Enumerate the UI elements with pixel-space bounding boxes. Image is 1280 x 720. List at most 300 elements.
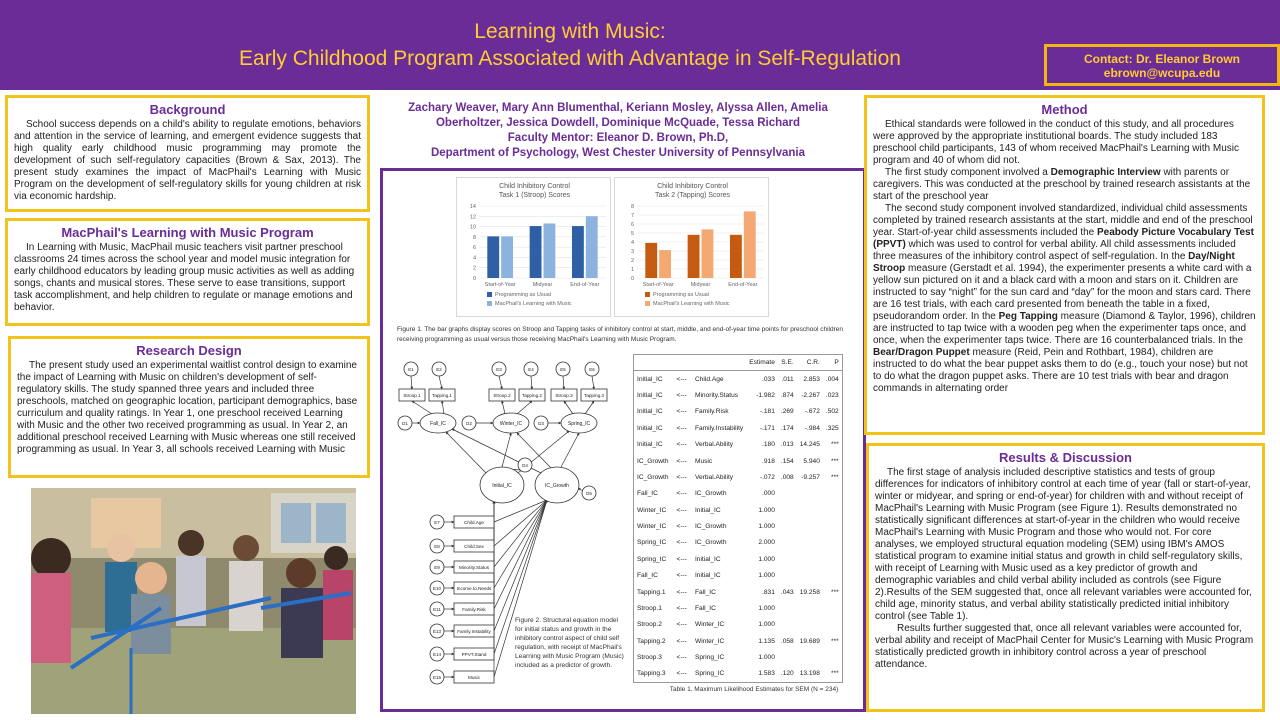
table-cell: Fall_IC xyxy=(637,490,658,498)
table-row xyxy=(634,387,843,403)
sem-node-label: Fall_IC xyxy=(430,421,446,427)
table-cell: Winter_IC xyxy=(694,621,725,629)
sem-node-label: E14 xyxy=(432,652,442,657)
method-p3-text-5: measure (Reid, Pein and Rothbart, 1984), children are instructed to do what the bear puppet asks them to do (e.g., touch your nose) but not to do what the dragon puppet asks. There are 10 test trials with bear and dragon commands in alternating order xyxy=(873,347,1248,394)
method-p2-text-2: with parents or caregivers. This was conducted at the preschool by trained research assistants at the start of the preschool year xyxy=(873,167,1251,202)
table-cell xyxy=(797,617,823,633)
method-demographic-interview: Demographic Interview xyxy=(1050,167,1161,178)
table-cell: Stroop.3 xyxy=(637,654,662,662)
sem-path xyxy=(411,376,412,389)
table-cell: Child.Age xyxy=(694,375,724,383)
background-text: School success depends on a child's ability to regulate emotions, behaviors and attention in the service of learning, and emergent evidence suggests that high quality early childhood music programming may promote the development of such self-regulatory capacities (Brown & Sax, 2013). The present study examines the impact of MacPhail's Learning with Music Program on the development of self-regulatory skills for young children at risk via economic hardship. xyxy=(14,119,361,202)
table-cell: .502 xyxy=(825,408,839,416)
sem-node-label: E5 xyxy=(560,367,566,372)
table-row xyxy=(634,633,843,649)
sem-path xyxy=(494,500,547,567)
y-tick-label: 3 xyxy=(630,249,634,255)
method-ppvt: Peabody Picture Vocabulary Test (PPVT) xyxy=(873,227,1254,250)
sem-node-label: E4 xyxy=(528,367,534,372)
sem-node-label: E10 xyxy=(432,586,442,591)
sem-path xyxy=(563,376,564,389)
table-cell: 2.000 xyxy=(758,539,775,547)
table-cell: <--- xyxy=(676,457,687,465)
sem-node-label: E1 xyxy=(408,367,414,372)
results-p1: The first stage of analysis included descriptive statistics and tests of group differences for indicators of inhibitory control at each time of year (fall or start-of-year, winter or midyear, and spring or end-of-year) for children with and without receipt of MacPhail's Learning with Music Program (see Figure 1). Results demonstrated no statistically significant differences at start-of-year in the children who would receive MacPhail's Learning with Music Program and those who would not. For core analyses, we employed structural equation modeling (SEM) using IBM's AMOS statistical program to examine initial status and growth in child self-regulatory skills, with receipt of Learning with Music used as a key predictor of growth and demographic variables and child verbal ability included as controls (see Figure 2).Results of the SEM suggested that, once all relevant variables were accounted for, child age, minority status, and verbal ability statistically predicted initial inhibitory control (see Table 1). xyxy=(875,467,1252,622)
sem-path xyxy=(494,500,547,588)
legend-label: Programming as Usual xyxy=(653,292,709,298)
table-cell: <--- xyxy=(676,441,687,449)
chart-title-line: Child Inhibitory Control xyxy=(657,183,728,190)
legend-label: MacPhail's Learning with Music xyxy=(653,301,730,307)
method-p2-text: The first study component involved a xyxy=(885,167,1051,178)
figures-panel xyxy=(380,168,866,712)
legend-swatch xyxy=(487,292,492,297)
table-cell xyxy=(823,518,842,534)
y-tick-label: 10 xyxy=(469,224,476,231)
sem-node-label: Stroop.1 xyxy=(403,393,421,398)
figure2-caption: Figure 2. Structural equation model for initial status and growth in the inhibitory control aspect of child self regulation, with receipt of MacPhail's Learning with Music Program (Music) included as a predictor of growth. xyxy=(515,617,624,669)
table-cell: 19.689 xyxy=(799,637,820,645)
sem-node-label: Income.to.Needs xyxy=(456,586,492,591)
sem-node-label: D2 xyxy=(466,421,472,426)
table-cell xyxy=(778,617,797,633)
method-peg-tapping: Peg Tapping xyxy=(998,311,1058,322)
table-cell: IC_Growth xyxy=(694,523,727,531)
table-cell xyxy=(797,502,823,518)
method-p3-text: The second study component involved standardized, individual child assessments completed by trained research assistants at the start, middle and end of the preschool year. Start-of-year child assessments included the xyxy=(873,203,1253,238)
sem-node-label: Minority.Status xyxy=(458,565,490,570)
legend-swatch xyxy=(487,301,492,306)
table-cell: <--- xyxy=(676,375,687,383)
table-cell: 14.245 xyxy=(799,441,820,449)
table-cell: <--- xyxy=(676,637,687,645)
table-cell: .008 xyxy=(780,473,794,481)
chart-title-line: Task 1 (Stroop) Scores xyxy=(498,192,571,199)
sem-node-label: D5 xyxy=(586,491,592,496)
col-p: P xyxy=(823,355,842,371)
table-cell: Fall_IC xyxy=(637,572,658,580)
y-tick-label: 0 xyxy=(630,276,634,282)
stroop-chart-svg xyxy=(457,178,612,318)
table-cell: Spring_IC xyxy=(694,670,725,678)
department: Department of Psychology, West Chester University of Pennsylvania xyxy=(430,147,806,159)
bar xyxy=(487,236,499,278)
y-tick-label: 4 xyxy=(472,255,476,262)
table-row xyxy=(634,518,843,534)
table-cell: 1.000 xyxy=(758,654,775,662)
table-cell: Initial_IC xyxy=(637,441,663,449)
table-cell: Spring_IC xyxy=(637,539,667,547)
bar xyxy=(744,211,756,278)
table-row xyxy=(634,371,843,387)
col-cr: C.R. xyxy=(797,355,823,371)
table-cell: IC_Growth xyxy=(694,490,727,498)
table-row xyxy=(634,535,843,551)
table-cell: 1.000 xyxy=(758,555,775,563)
table-cell xyxy=(797,486,823,502)
sem-node-label: Stroop.2 xyxy=(493,393,511,398)
table-cell: Initial_IC xyxy=(637,424,663,432)
table-cell: *** xyxy=(831,588,839,596)
contact-email: ebrown@wcupa.edu xyxy=(1103,66,1221,80)
sem-node-label: D3 xyxy=(538,421,544,426)
sem-node-label: Tapping.1 xyxy=(432,393,452,398)
sem-node-label: PPVT.Stand xyxy=(461,652,487,657)
sem-estimates-table xyxy=(633,354,843,683)
method-p3-text-4: measure (Diamond & Taylor, 1996), children are instructed to tap twice with a wooden peg when the experimenter taps once, and once, when the experimenter taps twice. There are 16 counterbalanced trials. In the xyxy=(873,311,1256,346)
table-cell: *** xyxy=(831,457,839,465)
y-tick-label: 5 xyxy=(630,231,634,237)
table-cell: Verbal.Ability xyxy=(694,473,734,481)
table-row xyxy=(634,469,843,485)
sem-node-label: E15 xyxy=(432,675,442,680)
table-cell xyxy=(778,650,797,666)
table-cell: .013 xyxy=(780,441,794,449)
table-cell xyxy=(823,650,842,666)
table-cell: 1.000 xyxy=(758,621,775,629)
table-cell: IC_Growth xyxy=(694,539,727,547)
design-panel xyxy=(8,336,370,478)
table-cell xyxy=(797,535,823,551)
table-cell xyxy=(778,551,797,567)
sem-path xyxy=(517,401,532,414)
table-cell: <--- xyxy=(676,424,687,432)
sem-path xyxy=(531,376,532,389)
y-tick-label: 1 xyxy=(630,267,634,273)
bar xyxy=(645,243,657,278)
y-tick-label: 7 xyxy=(630,213,634,219)
bar xyxy=(544,223,556,278)
bar xyxy=(586,216,598,278)
sem-node-label: D1 xyxy=(402,421,408,426)
y-tick-label: 4 xyxy=(630,240,634,246)
sem-path xyxy=(561,433,579,467)
table-cell xyxy=(778,535,797,551)
method-bear-dragon: Bear/Dragon Puppet xyxy=(873,347,970,358)
sem-node-label: IC_Growth xyxy=(545,483,569,489)
table-row xyxy=(634,551,843,567)
design-text: The present study used an experimental waitlist control design to examine the impact of Learning with Music on children's development of self-regulatory skills. The study spanned three years and included three preschools, matched on geographic location, participant demographics, base curriculum and quality ratings. In Year 1, one preschool received Learning with Music and the other two received programming as usual. In Year 2, an additional preschool received Learning with Music whereas one still received programming as usual. In Year 3, all schools received Learning with Music xyxy=(17,360,358,455)
table-cell: Initial_IC xyxy=(637,391,663,399)
table-cell: Initial_IC xyxy=(637,375,663,383)
bar xyxy=(688,235,700,278)
table-cell: <--- xyxy=(676,391,687,399)
table-header-blank xyxy=(634,355,747,371)
sem-path xyxy=(592,376,594,389)
method-day-night-stroop: Day/Night Stroop xyxy=(873,251,1235,274)
table-cell: .174 xyxy=(780,424,794,432)
classroom-photo-image xyxy=(31,488,356,714)
table-cell: <--- xyxy=(676,555,687,563)
table-cell: -2.267 xyxy=(801,391,820,399)
table-cell: Minority.Status xyxy=(694,391,739,399)
table-cell: IC_Growth xyxy=(637,457,669,465)
table-cell: <--- xyxy=(676,605,687,613)
table-cell: *** xyxy=(831,670,839,678)
table-cell: *** xyxy=(831,441,839,449)
table-row xyxy=(634,568,843,584)
y-tick-label: 2 xyxy=(472,265,476,272)
table-cell: Family.Instability xyxy=(694,424,744,432)
col-se: S.E. xyxy=(778,355,797,371)
table-row xyxy=(634,420,843,436)
table-cell: 1.000 xyxy=(758,572,775,580)
table-row xyxy=(634,436,843,452)
table-cell: .043 xyxy=(780,588,794,596)
sem-path xyxy=(585,401,594,414)
table-cell xyxy=(797,551,823,567)
table-cell: <--- xyxy=(676,654,687,662)
table-cell: .120 xyxy=(780,670,794,678)
table-cell: -.672 xyxy=(804,408,820,416)
table-cell xyxy=(797,568,823,584)
table-cell xyxy=(778,600,797,616)
classroom-photo xyxy=(31,488,356,714)
sem-node-label: Child.Age xyxy=(464,520,484,525)
sem-node-label: Music xyxy=(468,675,480,680)
table-cell xyxy=(823,568,842,584)
table-cell: .011 xyxy=(781,375,794,383)
method-p2 xyxy=(873,167,1256,203)
sem-node-label: D4 xyxy=(522,463,528,468)
table-cell: .918 xyxy=(762,457,775,465)
results-p2: Results further suggested that, once all relevant variables were accounted for, verbal ability and receipt of MacPhail Center for Music's Learning with Music Program statistically predicted growth in inhibitory control across a year of preschool attendance. xyxy=(875,623,1254,670)
table-cell: Tapping.2 xyxy=(637,637,666,645)
table-cell: <--- xyxy=(676,506,687,514)
table-row xyxy=(634,666,843,682)
sem-node-label: E2 xyxy=(436,367,442,372)
table-cell: Family.Risk xyxy=(694,408,729,416)
bar xyxy=(659,250,671,278)
table-cell: .831 xyxy=(762,588,775,596)
y-tick-label: 2 xyxy=(630,258,634,264)
table-cell: .874 xyxy=(780,391,794,399)
table-cell: -9.257 xyxy=(801,473,820,481)
sem-path xyxy=(502,401,505,414)
title-line-2: Early Childhood Program Associated with Advantage in Self-Regulation xyxy=(239,47,901,70)
table-cell: -.171 xyxy=(759,424,775,432)
y-tick-label: 6 xyxy=(472,245,476,252)
sem-path xyxy=(442,401,444,414)
faculty-mentor: Faculty Mentor: Eleanor D. Brown, Ph.D, xyxy=(507,132,729,144)
sem-node-label: Family.Instability xyxy=(457,629,491,634)
y-tick-label: 8 xyxy=(472,234,476,241)
sem-node-label: Tapping.2 xyxy=(522,393,542,398)
sem-path xyxy=(494,500,547,631)
legend-label: MacPhail's Learning with Music xyxy=(495,301,572,307)
table-cell: Winter_IC xyxy=(637,523,667,531)
sem-node-label: Child.Sex xyxy=(464,544,484,549)
table-cell: 1.583 xyxy=(758,670,775,678)
table-cell: Verbal.Ability xyxy=(694,441,734,449)
table-cell: .000 xyxy=(762,490,775,498)
table-cell: <--- xyxy=(676,572,687,580)
table-row xyxy=(634,650,843,666)
sem-node-label: Winter_IC xyxy=(499,421,523,427)
sem-node-label: E8 xyxy=(434,544,440,549)
chart-title-line: Task 2 (Tapping) Scores xyxy=(654,192,731,199)
chart-title-line: Child Inhibitory Control xyxy=(499,183,570,190)
table-cell: .058 xyxy=(780,637,794,645)
authors-line-1: Zachary Weaver, Mary Ann Blumenthal, Keriann Mosley, Alyssa Allen, Amelia xyxy=(408,102,828,114)
legend-swatch xyxy=(645,301,650,306)
table-cell: .004 xyxy=(825,375,839,383)
table-cell xyxy=(823,502,842,518)
table-cell: .033 xyxy=(762,375,775,383)
method-p3-text-2: which was used to control for verbal ability. All child assessments included three measures of the inhibitory control aspect of self-regulation. In the xyxy=(873,239,1236,262)
sem-node-label: Stroop.3 xyxy=(555,393,573,398)
table-cell: Winter_IC xyxy=(637,506,667,514)
sem-path xyxy=(499,376,502,389)
table-cell: 1.000 xyxy=(758,605,775,613)
y-tick-label: 8 xyxy=(630,204,634,210)
table-cell xyxy=(823,617,842,633)
table-cell: Tapping.1 xyxy=(637,588,666,596)
table-cell: <--- xyxy=(676,588,687,596)
table-cell xyxy=(778,486,797,502)
sem-path xyxy=(439,376,442,389)
table-cell: Music xyxy=(694,457,713,465)
sem-path xyxy=(564,401,573,414)
table-cell: Tapping.3 xyxy=(637,670,666,678)
table-cell: Initial_IC xyxy=(694,572,721,580)
authors-line-2: Oberholtzer, Jessica Dowdell, Dominique McQuade, Tessa Richard xyxy=(435,117,801,129)
method-p3 xyxy=(873,203,1256,395)
table-cell: <--- xyxy=(676,523,687,531)
table-cell: Fall_IC xyxy=(694,605,716,613)
table-cell: -1.982 xyxy=(756,391,775,399)
table-cell: 1.000 xyxy=(758,506,775,514)
table-cell: -.072 xyxy=(759,473,775,481)
bar xyxy=(702,229,714,278)
method-panel xyxy=(864,95,1265,435)
sem-node-label: E7 xyxy=(434,520,440,525)
table-cell: Fall_IC xyxy=(694,588,716,596)
table-cell: Stroop.1 xyxy=(637,605,662,613)
table-cell xyxy=(778,502,797,518)
table-row xyxy=(634,486,843,502)
table-cell xyxy=(778,518,797,534)
program-heading: MacPhail's Learning with Music Program xyxy=(61,225,314,240)
table-cell: 13.198 xyxy=(799,670,820,678)
method-p1: Ethical standards were followed in the conduct of this study, and all procedures were approved by the appropriate institutional boards. The study included 183 preschool child participants, 143 of whom received MacPhail's Learning with Music program and 40 of whom did not. xyxy=(873,119,1239,166)
table-header-row xyxy=(634,355,843,371)
sem-node-label: Initial_IC xyxy=(492,483,512,489)
results-heading: Results & Discussion xyxy=(999,450,1132,465)
sem-path xyxy=(446,432,486,473)
sem-path xyxy=(412,401,432,414)
program-text: In Learning with Music, MacPhail music teachers visit partner preschool classrooms 24 times across the school year and model music integration for early childhood educators by leading group music activities as well as adding songs, chants and musical stores. These serve to ease transitions, support task accomplishment, and help children to regulate or manage emotions and behavior. xyxy=(14,242,355,313)
sem-node-label: E9 xyxy=(434,565,440,570)
table-cell: *** xyxy=(831,473,839,481)
sem-node-label: E3 xyxy=(496,367,502,372)
table-cell: .023 xyxy=(825,391,839,399)
table-cell: Initial_IC xyxy=(637,408,663,416)
background-heading: Background xyxy=(149,102,226,117)
x-tick-label: End-of-Year xyxy=(570,282,600,288)
figure1-caption: Figure 1. The bar graphs display scores on Stroop and Tapping tasks of inhibitory control at start, middle, and end-of-year time points for preschool children receiving programming as usual versus those receiving MacPhail's Learning with Music Program. xyxy=(397,326,843,343)
table-row xyxy=(634,584,843,600)
sem-node-label: Spring_IC xyxy=(567,421,591,427)
table-cell: <--- xyxy=(676,490,687,498)
sem-node-label: Tapping.3 xyxy=(584,393,604,398)
title-line-1: Learning with Music: xyxy=(474,20,666,43)
poster-title xyxy=(120,18,1020,72)
sem-node-label: E13 xyxy=(432,629,442,634)
x-tick-label: Start-of-Year xyxy=(642,282,674,288)
table-cell xyxy=(778,568,797,584)
x-tick-label: Midyear xyxy=(532,282,553,288)
authors-block xyxy=(384,101,852,161)
x-tick-label: End-of-Year xyxy=(728,282,758,288)
contact-name: Contact: Dr. Eleanor Brown xyxy=(1083,52,1241,66)
table-cell: <--- xyxy=(676,670,687,678)
table-cell: Spring_IC xyxy=(637,555,667,563)
table-cell: Stroop.2 xyxy=(637,621,662,629)
program-panel xyxy=(5,218,370,326)
table-cell: 5.940 xyxy=(803,457,820,465)
y-tick-label: 6 xyxy=(630,222,634,228)
y-tick-label: 0 xyxy=(472,276,476,282)
table-cell xyxy=(823,551,842,567)
table-cell: 1.000 xyxy=(758,523,775,531)
table-cell: .180 xyxy=(762,441,775,449)
table-row xyxy=(634,502,843,518)
table-cell: Winter_IC xyxy=(694,637,725,645)
table-row xyxy=(634,404,843,420)
bar xyxy=(501,236,513,278)
table-cell: <--- xyxy=(676,539,687,547)
table-cell xyxy=(797,600,823,616)
table-cell: <--- xyxy=(676,473,687,481)
table-cell: -.984 xyxy=(804,424,820,432)
tapping-chart xyxy=(614,177,769,317)
table-cell: .154 xyxy=(780,457,794,465)
sem-path xyxy=(502,433,511,467)
contact-box xyxy=(1044,44,1280,86)
stroop-chart xyxy=(456,177,611,317)
table-cell: *** xyxy=(831,637,839,645)
table-cell xyxy=(823,535,842,551)
method-heading: Method xyxy=(1041,102,1088,117)
table-cell: .269 xyxy=(780,408,794,416)
y-tick-label: 12 xyxy=(469,214,476,221)
table-cell: Initial_IC xyxy=(694,506,721,514)
table-row xyxy=(634,600,843,616)
tapping-chart-svg xyxy=(615,178,770,318)
sem-node-label: E11 xyxy=(433,607,441,612)
table-cell: 19.258 xyxy=(799,588,820,596)
col-estimate: Estimate xyxy=(746,355,778,371)
table-cell xyxy=(823,486,842,502)
table1-caption: Table 1. Maximum Likelihood Estimates for SEM (N = 234) xyxy=(669,686,839,693)
x-tick-label: Start-of-Year xyxy=(484,282,516,288)
results-panel xyxy=(866,443,1265,712)
sem-path xyxy=(494,500,547,609)
table-cell: <--- xyxy=(676,408,687,416)
sem-node-label: E6 xyxy=(589,367,595,372)
design-heading: Research Design xyxy=(136,343,242,358)
table-cell: <--- xyxy=(676,621,687,629)
table-cell: IC_Growth xyxy=(637,473,669,481)
table-cell: .325 xyxy=(825,424,839,432)
bar xyxy=(572,226,584,278)
x-tick-label: Midyear xyxy=(690,282,711,288)
table-row xyxy=(634,453,843,469)
table-cell: Spring_IC xyxy=(694,654,725,662)
table-cell: 2.853 xyxy=(803,375,820,383)
background-panel xyxy=(5,95,370,212)
